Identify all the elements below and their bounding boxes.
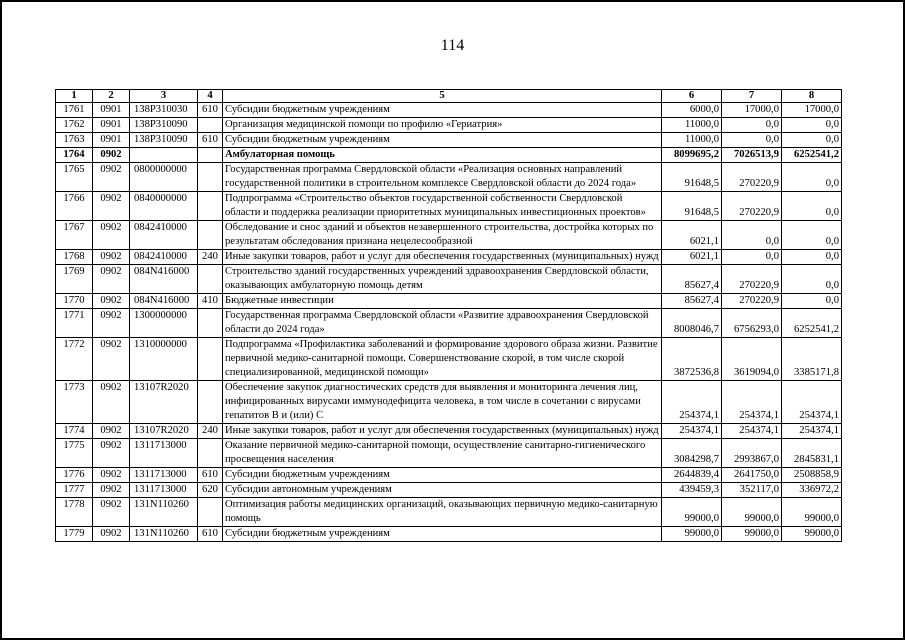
scan-border-left: [0, 0, 2, 640]
row-number-cell: 1771: [56, 309, 93, 338]
expense-type-cell: 610: [198, 468, 223, 483]
amount-col7-cell: 3619094,0: [722, 338, 782, 381]
amount-col7-cell: 2641750,0: [722, 468, 782, 483]
amount-col8-cell: 99000,0: [782, 527, 842, 542]
section-code-cell: 0902: [93, 527, 130, 542]
table-row: [56, 265, 842, 294]
target-article-cell: 1311713000: [130, 439, 198, 468]
item-name-cell: Государственная программа Свердловской области «Развитие здравоохранения Свердловской области до 2024 года»: [223, 309, 662, 338]
row-number-cell: 1765: [56, 163, 93, 192]
row-number-cell: 1776: [56, 468, 93, 483]
amount-col7-cell: 0,0: [722, 221, 782, 250]
item-name-cell: Оптимизация работы медицинских организаций, оказывающих первичную медико-санитарную помощь: [223, 498, 662, 527]
section-code-cell: 0902: [93, 265, 130, 294]
target-article-cell: 084N416000: [130, 294, 198, 309]
section-code-cell: 0902: [93, 221, 130, 250]
row-number-cell: 1761: [56, 103, 93, 118]
amount-col8-cell: 336972,2: [782, 483, 842, 498]
section-code-cell: 0902: [93, 250, 130, 265]
row-number-cell: 1762: [56, 118, 93, 133]
target-article-cell: 1300000000: [130, 309, 198, 338]
amount-col7-cell: 270220,9: [722, 265, 782, 294]
section-code-cell: 0902: [93, 163, 130, 192]
amount-col8-cell: 17000,0: [782, 103, 842, 118]
row-number-cell: 1774: [56, 424, 93, 439]
expense-type-cell: [198, 118, 223, 133]
target-article-cell: 131N110260: [130, 498, 198, 527]
table-row: [56, 498, 842, 527]
table-row: [56, 163, 842, 192]
item-name-cell: Государственная программа Свердловской области «Реализация основных направлений государственной политики в строительном комплексе Свердловской области до 2024 года»: [223, 163, 662, 192]
target-article-cell: 1311713000: [130, 483, 198, 498]
col-header-7: 7: [722, 90, 782, 103]
table-row: [56, 338, 842, 381]
item-name-cell: Оказание первичной медико-санитарной помощи, осуществление санитарно-гигиенического просвещения населения: [223, 439, 662, 468]
amount-col8-cell: 0,0: [782, 221, 842, 250]
item-name-cell: Подпрограмма «Строительство объектов государственной собственности Свердловской области и поддержка реализации приоритетных муниципальных инвестиционных проектов»: [223, 192, 662, 221]
target-article-cell: 084N416000: [130, 265, 198, 294]
amount-col6-cell: 8008046,7: [662, 309, 722, 338]
section-code-cell: 0902: [93, 439, 130, 468]
amount-col8-cell: 0,0: [782, 265, 842, 294]
expense-type-cell: [198, 381, 223, 424]
amount-col6-cell: 6000,0: [662, 103, 722, 118]
row-number-cell: 1764: [56, 148, 93, 163]
table-row: [56, 294, 842, 309]
target-article-cell: 131N110260: [130, 527, 198, 542]
target-article-cell: 0842410000: [130, 221, 198, 250]
amount-col7-cell: 2993867,0: [722, 439, 782, 468]
table-row: [56, 439, 842, 468]
table-row: [56, 133, 842, 148]
expense-type-cell: [198, 192, 223, 221]
item-name-cell: Бюджетные инвестиции: [223, 294, 662, 309]
amount-col8-cell: 0,0: [782, 250, 842, 265]
amount-col6-cell: 6021,1: [662, 250, 722, 265]
expense-type-cell: 410: [198, 294, 223, 309]
table-row: [56, 221, 842, 250]
amount-col7-cell: 7026513,9: [722, 148, 782, 163]
amount-col6-cell: 3084298,7: [662, 439, 722, 468]
item-name-cell: Подпрограмма «Профилактика заболеваний и формирование здорового образа жизни. Развитие первичной медико-санитарной помощи. Совершенствование скорой, в том числе скорой специализированной, медицинской помощи»: [223, 338, 662, 381]
row-number-cell: 1766: [56, 192, 93, 221]
section-code-cell: 0902: [93, 192, 130, 221]
expense-type-cell: [198, 163, 223, 192]
target-article-cell: 0842410000: [130, 250, 198, 265]
section-code-cell: 0902: [93, 148, 130, 163]
amount-col8-cell: 0,0: [782, 118, 842, 133]
expense-type-cell: 240: [198, 424, 223, 439]
item-name-cell: Иные закупки товаров, работ и услуг для обеспечения государственных (муниципальных) нужд: [223, 250, 662, 265]
amount-col6-cell: 254374,1: [662, 424, 722, 439]
amount-col8-cell: 6252541,2: [782, 148, 842, 163]
item-name-cell: Обеспечение закупок диагностических средств для выявления и мониторинга лечения лиц, инфицированных вирусами иммунодефицита человека, в том числе в сочетании с вирусами гепатитов B и (или) C: [223, 381, 662, 424]
section-code-cell: 0901: [93, 103, 130, 118]
amount-col6-cell: 2644839,4: [662, 468, 722, 483]
amount-col6-cell: 254374,1: [662, 381, 722, 424]
scan-border-top: [0, 0, 905, 2]
expense-type-cell: [198, 221, 223, 250]
amount-col7-cell: 270220,9: [722, 294, 782, 309]
col-header-2: 2: [93, 90, 130, 103]
amount-col7-cell: 99000,0: [722, 498, 782, 527]
section-code-cell: 0902: [93, 381, 130, 424]
table-row: [56, 424, 842, 439]
target-article-cell: 138Р310090: [130, 133, 198, 148]
amount-col6-cell: 99000,0: [662, 527, 722, 542]
table-row: [56, 148, 842, 163]
expense-type-cell: 610: [198, 133, 223, 148]
target-article-cell: 0800000000: [130, 163, 198, 192]
section-code-cell: 0901: [93, 118, 130, 133]
amount-col7-cell: 352117,0: [722, 483, 782, 498]
amount-col6-cell: 6021,1: [662, 221, 722, 250]
table-row: [56, 468, 842, 483]
expense-type-cell: 620: [198, 483, 223, 498]
amount-col7-cell: 17000,0: [722, 103, 782, 118]
amount-col8-cell: 0,0: [782, 294, 842, 309]
target-article-cell: 0840000000: [130, 192, 198, 221]
amount-col8-cell: 2508858,9: [782, 468, 842, 483]
amount-col8-cell: 99000,0: [782, 498, 842, 527]
target-article-cell: 1311713000: [130, 468, 198, 483]
expense-type-cell: [198, 439, 223, 468]
col-header-8: 8: [782, 90, 842, 103]
expense-type-cell: 240: [198, 250, 223, 265]
row-number-cell: 1768: [56, 250, 93, 265]
expense-type-cell: 610: [198, 103, 223, 118]
section-code-cell: 0902: [93, 483, 130, 498]
row-number-cell: 1772: [56, 338, 93, 381]
table-row: [56, 381, 842, 424]
target-article-cell: [130, 148, 198, 163]
item-name-cell: Субсидии автономным учреждениям: [223, 483, 662, 498]
table-body: [56, 103, 842, 542]
target-article-cell: 1310000000: [130, 338, 198, 381]
amount-col6-cell: 85627,4: [662, 294, 722, 309]
item-name-cell: Иные закупки товаров, работ и услуг для обеспечения государственных (муниципальных) нужд: [223, 424, 662, 439]
amount-col8-cell: 0,0: [782, 133, 842, 148]
table-row: [56, 118, 842, 133]
amount-col7-cell: 6756293,0: [722, 309, 782, 338]
section-code-cell: 0902: [93, 498, 130, 527]
table-row: [56, 103, 842, 118]
expense-type-cell: [198, 309, 223, 338]
row-number-cell: 1779: [56, 527, 93, 542]
page-number: 114: [440, 37, 465, 54]
amount-col6-cell: 11000,0: [662, 118, 722, 133]
amount-col6-cell: 99000,0: [662, 498, 722, 527]
section-code-cell: 0902: [93, 294, 130, 309]
item-name-cell: Субсидии бюджетным учреждениям: [223, 133, 662, 148]
section-code-cell: 0902: [93, 468, 130, 483]
amount-col7-cell: 270220,9: [722, 163, 782, 192]
amount-col6-cell: 439459,3: [662, 483, 722, 498]
row-number-cell: 1763: [56, 133, 93, 148]
row-number-cell: 1773: [56, 381, 93, 424]
amount-col8-cell: 2845831,1: [782, 439, 842, 468]
item-name-cell: Субсидии бюджетным учреждениям: [223, 527, 662, 542]
amount-col7-cell: 270220,9: [722, 192, 782, 221]
amount-col6-cell: 85627,4: [662, 265, 722, 294]
row-number-cell: 1775: [56, 439, 93, 468]
amount-col7-cell: 0,0: [722, 118, 782, 133]
expense-type-cell: 610: [198, 527, 223, 542]
expense-type-cell: [198, 265, 223, 294]
row-number-cell: 1777: [56, 483, 93, 498]
amount-col8-cell: 3385171,8: [782, 338, 842, 381]
amount-col8-cell: 254374,1: [782, 381, 842, 424]
col-header-5: 5: [223, 90, 662, 103]
header-row: [56, 90, 842, 103]
target-article-cell: 13107R2020: [130, 424, 198, 439]
amount-col8-cell: 6252541,2: [782, 309, 842, 338]
amount-col8-cell: 254374,1: [782, 424, 842, 439]
amount-col6-cell: 91648,5: [662, 192, 722, 221]
amount-col8-cell: 0,0: [782, 192, 842, 221]
item-name-cell: Субсидии бюджетным учреждениям: [223, 468, 662, 483]
section-code-cell: 0901: [93, 133, 130, 148]
expense-type-cell: [198, 498, 223, 527]
amount-col7-cell: 0,0: [722, 133, 782, 148]
expense-type-cell: [198, 338, 223, 381]
target-article-cell: 138Р310030: [130, 103, 198, 118]
item-name-cell: Обследование и снос зданий и объектов незавершенного строительства, достройка которых по результатам обследования признана нецелесообразной: [223, 221, 662, 250]
col-header-4: 4: [198, 90, 223, 103]
row-number-cell: 1769: [56, 265, 93, 294]
row-number-cell: 1770: [56, 294, 93, 309]
item-name-cell: Субсидии бюджетным учреждениям: [223, 103, 662, 118]
amount-col6-cell: 8099695,2: [662, 148, 722, 163]
amount-col8-cell: 0,0: [782, 163, 842, 192]
amount-col7-cell: 0,0: [722, 250, 782, 265]
row-number-cell: 1778: [56, 498, 93, 527]
amount-col6-cell: 11000,0: [662, 133, 722, 148]
table-row: [56, 309, 842, 338]
col-header-3: 3: [130, 90, 198, 103]
amount-col7-cell: 254374,1: [722, 381, 782, 424]
amount-col6-cell: 91648,5: [662, 163, 722, 192]
col-header-1: 1: [56, 90, 93, 103]
amount-col7-cell: 99000,0: [722, 527, 782, 542]
section-code-cell: 0902: [93, 424, 130, 439]
target-article-cell: 13107R2020: [130, 381, 198, 424]
table-row: [56, 250, 842, 265]
row-number-cell: 1767: [56, 221, 93, 250]
amount-col7-cell: 254374,1: [722, 424, 782, 439]
section-code-cell: 0902: [93, 309, 130, 338]
col-header-6: 6: [662, 90, 722, 103]
section-code-cell: 0902: [93, 338, 130, 381]
table-row: [56, 192, 842, 221]
target-article-cell: 138Р310090: [130, 118, 198, 133]
item-name-cell: Амбулаторная помощь: [223, 148, 662, 163]
budget-table: [55, 89, 842, 542]
item-name-cell: Строительство зданий государственных учреждений здравоохранения Свердловской области, оказывающих амбулаторную помощь детям: [223, 265, 662, 294]
item-name-cell: Организация медицинской помощи по профилю «Гериатрия»: [223, 118, 662, 133]
table-row: [56, 483, 842, 498]
table-row: [56, 527, 842, 542]
expense-type-cell: [198, 148, 223, 163]
amount-col6-cell: 3872536,8: [662, 338, 722, 381]
